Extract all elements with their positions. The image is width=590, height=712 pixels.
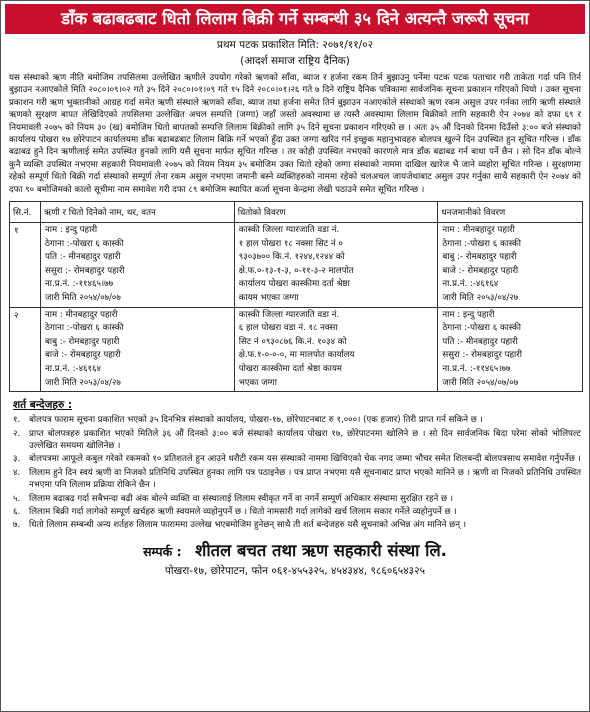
guarantor-line: बाबु :- रोमबहादुर पहारी: [442, 252, 517, 263]
contact-label: सम्पर्क :: [143, 543, 182, 559]
term-text: लिलाम बढाबढ गर्दा सबैभन्दा बढी अंक बोल्ने व्यक्ति वा संस्थालाई लिलाम स्वीकृत गर्ने वा नगर्ने सम्पूर्ण अधिकार संस्थामा सुरक्षित रहने छ ।: [29, 493, 454, 504]
term-number: ४.: [13, 467, 21, 478]
terms-heading: [13, 398, 581, 412]
collateral-line: भएका जग्गा: [238, 377, 277, 388]
collateral-line: ६ हाल पोखरा वडा नं. १८ नक्सा: [238, 323, 338, 334]
term-text: बोलपत्र फाराम सूचना प्रकाशित भएको ३५ दिनभित्र संस्थाको कार्यालय, पोखरा-१७, छोरेपाटनबाट रु १,०००। (एक हजार) तिरी प्राप्त गर्न सकिने छ ।: [29, 415, 483, 426]
guarantor-line: ना.प्र.नं. :-११४६५।७७: [442, 364, 511, 374]
guarantor-line: नाम : इन्दु पहारी: [442, 309, 495, 320]
guarantor-cell: [438, 307, 583, 392]
borrower-line: जारी मिति २०५३/०४/२७: [45, 377, 121, 388]
borrower-line: ठेगाना :-पोखरा ६ कास्की: [45, 323, 124, 334]
column-header: धितोको विवरण: [234, 202, 438, 223]
collateral-line: कार्यालय पोखरा कास्कीमा दर्ता श्रेष्ठा: [238, 279, 350, 290]
guarantor-line: ना.प्र.नं. :-४६१६४: [442, 279, 499, 290]
borrower-line: नाम : मीनबहादुर पहारी: [45, 309, 118, 320]
borrower-line: ना.प्र.नं. :-११४६५।७७: [45, 279, 114, 290]
borrower-line: ठेगाना :-पोखरा ६ कास्की: [45, 238, 124, 249]
collateral-line: कास्की जिल्ला ग्यारजाति वडा नं.: [238, 309, 340, 320]
serial-number: २: [10, 307, 41, 392]
collateral-cell: [234, 223, 438, 308]
list-item: [13, 414, 581, 426]
term-text: बोलपत्रमा आफूले कबुल गरेको रकमको १० प्रतिशतले हुन आउने धरौटी रकम यस संस्थाको नाममा खिचिएको चेक नगद जम्मा भौचर समेत शिलबन्दी बोलपत्रसाथ समावेश गर्नुपर्नेछ ।: [29, 454, 581, 465]
guarantor-line: बाजे :- रोमबहादुर पहारी: [442, 265, 519, 276]
collateral-line: क्षे.फ.०-१३-१-३, ०-११-३-२ मालपोत: [238, 265, 354, 276]
borrower-line: ससुरा :- रोमबहादुर पहारी: [45, 265, 125, 276]
publication-date: प्रथम पटक प्रकाशित मिति: २०७१/११/०२: [216, 39, 374, 51]
collateral-cell: [234, 307, 438, 392]
term-text: लिलाम हुने दिन स्वयं ऋणी वा निजको प्रतिनिधि उपस्थित हुनका लागि पत्र पठाइनेछ । पत्र प्राप्त नभएमा यसै सूचनाबाट प्राप्त भएको मानिने छ । ऋणी वा निजको प्रतिनिधि उपस्थित नभएमा पनि लिलाम प्रक्रिया रोकिने छैन ।: [29, 467, 581, 491]
term-number: ७.: [13, 520, 21, 531]
collateral-line: ९३०३७०० कि.नं. १२४४,१२४४ को: [238, 252, 345, 263]
list-item: [13, 428, 581, 453]
collateral-line: क्षे.फ.१-०-०-०, मा मालपोत कार्यालय: [238, 350, 355, 361]
term-text: लिलाम बिक्री गर्दा लागेको सम्पूर्ण खर्चहरु ऋणी स्वयमले व्यहोनुपर्ने छ । धितो नामसारी गर्दा लागेको खर्च लिलाम सकार गर्नेले व्यहोनुपर्ने छ ।: [29, 507, 457, 518]
collateral-line: सिट नं ०९३०८७६ कि.नं. १०३४ को: [238, 336, 347, 347]
contact-block: [1, 538, 589, 561]
list-item: [13, 506, 581, 518]
collateral-line: कायम भएका जग्गा: [238, 293, 299, 304]
term-text: प्राप्त बोलपत्रहरु प्रकाशित भएको मितिले ३६ औं दिनको ३:०० बजे संस्थाको कार्यालय पोखरा १७, छोरेपाटनमा खोलिने छ । सो दिन सार्वजनिक बिदा परेमा सोको भोलिपल्ट उल्लेखित समयमा खोलिनेछ ।: [29, 428, 581, 451]
collateral-line: पोखरा कास्कीमा दर्ता श्रेष्ठा कायम: [238, 364, 342, 374]
list-item: [13, 453, 581, 465]
notice-title: डाँक बढाबढबाट धितो लिलाम बिक्री गर्ने सम्बन्धी ३५ दिने अत्यन्तै जरूरी सूचना: [5, 4, 585, 34]
column-header: धनजमानीको विवरण: [438, 202, 583, 223]
guarantor-line: नाम : मीनबहादुर पहारी: [442, 225, 515, 236]
collateral-line: १ हाल पोखरा १८ नक्सा सिट नं ०: [238, 238, 343, 249]
organization-name: शीतल बचत तथा ऋण सहकारी संस्था लि.: [195, 540, 447, 560]
column-header: सि.नं.: [10, 202, 41, 223]
term-number: ५.: [13, 493, 21, 504]
term-number: २.: [13, 428, 21, 439]
list-item: [13, 467, 581, 492]
borrower-line: बाबु :- रोमबहादुर पहारी: [45, 336, 120, 347]
borrower-cell: [41, 307, 235, 392]
borrower-line: पति :- मीनबहादुर पहारी: [45, 252, 121, 263]
table-row: [10, 223, 583, 308]
collateral-line: कास्की जिल्ला ग्यारजाति वडा नं.: [238, 225, 340, 236]
borrower-line: नाम : इन्दु पहारी: [45, 225, 98, 236]
guarantor-line: जारी मिति २०५३/०४/२७: [442, 293, 519, 304]
guarantor-cell: [438, 223, 583, 308]
term-number: ६.: [13, 507, 21, 518]
terms-list: [13, 414, 581, 532]
notice-body: यस संस्थाको ऋण नीति बमोजिम तपसिलमा उल्लेखित ऋणीले उपयोग गरेको ऋणको साँवा, ब्याज र हर्जना रकम तिर्न बुझाउनु पर्नेमा पटक पटक पताचार गरी ताकेता गर्दा पनि तिर्न बुझाउन नआएकोले मिति २०८०।०९।०२ गते ३५ दिने २०८०।०१।०९ गते १५ दिने २०८०।०१।२६ गते ७ दिने राष्ट्रिय दैनिक पत्रिकामा सार्वजनिक सूचना प्रकाशन गरिएको थियो । उक्त सूचना प्रकाशन गरी ऋण भुक्तानीको आग्रह गर्दा समेत ऋणी संस्थाले ऋणको साँवा, ब्याज तथा हर्जना समेत तिर्न बुझाउन नआएकोले संस्थाको ऋण रकम असुल उपर गर्नका लागि ऋणी संस्थाले ऋणको सुरक्षण बापत लेखिदिएको तपसिलमा उल्लेखित अचल सम्पत्ति (जग्गा) जहाँ जस्तो अवस्थामा छ त्यस्तै अवस्थामा लिलाम बिक्रीको लागि सहकारी ऐन २०७४ को दफा ६९ र नियमावली २०७५ को नियम ३० (ख) बमोजिम धितो बापतको सम्पत्ति लिलाम बिक्रीको लागि ३५ दिने सूचना प्रकाशन गरिएको छ । अतः ३५ औं दिनको दिनमा दिउँसो ३:०० बजे संस्थाको कार्यालय पोखरा १७ छोरेपाटन कार्यालयमा डाँक बढाबढबाट लिलाम बिक्रि गर्ने भएको हुँदा उक्त जग्गा खरिद गर्न इच्छुक महानुभावहरु बोलपत्र खुल्ने दिन उपस्थित हुन सूचित गरिन्छ । डाँक बढाबढ हुने दिन ऋणीलाई समेत उपस्थित हुनको लागि यसै सूचना मार्फत सूचित गरिन्छ । तर कोही उपस्थित नभएको कारणले मात्र डाँक बढाबढ गर्न बाधा पर्ने छैन । सो दिन डाँक बोल्ने कुनै व्यक्ति उपस्थित नभएमा सहकारी नियमावली २०७५ को नियम नियम ३५ बमोजिम उक्त धितो रहेको जग्गा संस्थाको नाममा दाखिल खारेज भै जाने व्यहोरा सूचित गरिन्छ । सुरक्षणमा रहेको सम्पूर्ण धितो बिक्री गर्दा संस्थाको सम्पूर्ण लेना रकम असुल नभएमा जमानी बस्ने व्यक्तिहरुको नाममा रहेको चलअचल जायजेथाबाट असुल उपर गर्नुका साथै सहकारी ऐन २०७४ को दफा ९० बमोजिमको कालो सूचीमा नाम समावेश गरी दफा ८९ बमोजिम स्थापित कर्जा सूचना केन्द्रमा लेखी पठाउने समेत सूचित गरिन्छ ।: [9, 73, 581, 195]
borrower-cell: [41, 223, 235, 308]
table-row: [10, 307, 583, 392]
serial-number: १: [10, 223, 41, 308]
terms-heading-text: शर्त बन्देजहरु :: [13, 399, 73, 412]
newspaper-source: (आदर्श समाज राष्ट्रिय दैनिक): [240, 55, 350, 67]
borrower-line: ना.प्र.नं. :-४६१६४: [45, 364, 101, 374]
term-text: धितो लिलाम सम्बन्धी अन्य शर्तहरु लिलाम फाराममा उल्लेख भएबमोजिम हुनेछन् साथै ती शर्त बन्देजहरु यसै सूचनाको अभिन्न अंग मानिने छन् ।: [29, 520, 466, 531]
collateral-table: [9, 201, 583, 392]
term-number: १.: [13, 415, 21, 426]
list-item: [13, 493, 581, 505]
guarantor-line: ठेगाना :-पोखरा ६ कास्की: [442, 323, 521, 334]
term-number: ३.: [13, 454, 21, 465]
list-item: [13, 519, 581, 531]
guarantor-line: ससुरा :- रोमबहादुर पहारी: [442, 350, 522, 361]
guarantor-line: ठेगाना :-पोखरा ६ कास्की: [442, 238, 521, 249]
guarantor-line: पति :- मीनबहादुर पहारी: [442, 336, 518, 347]
guarantor-line: जारी मिति २०५४/०७/०७: [442, 377, 519, 388]
column-header: ऋणी र धितो दिनेको नाम, थर, वतन: [41, 202, 235, 223]
borrower-line: जारी मिति २०५४/०७/०७: [45, 293, 121, 304]
table-header-row: [10, 202, 583, 223]
organization-address: पोखरा-१७, छोरेपाटन, फोन ०६१-४५५३२५, ४५४३४४, ९८६०६५४३२५: [164, 564, 426, 577]
borrower-line: बाजे :- रोमबहादुर पहारी: [45, 350, 121, 361]
